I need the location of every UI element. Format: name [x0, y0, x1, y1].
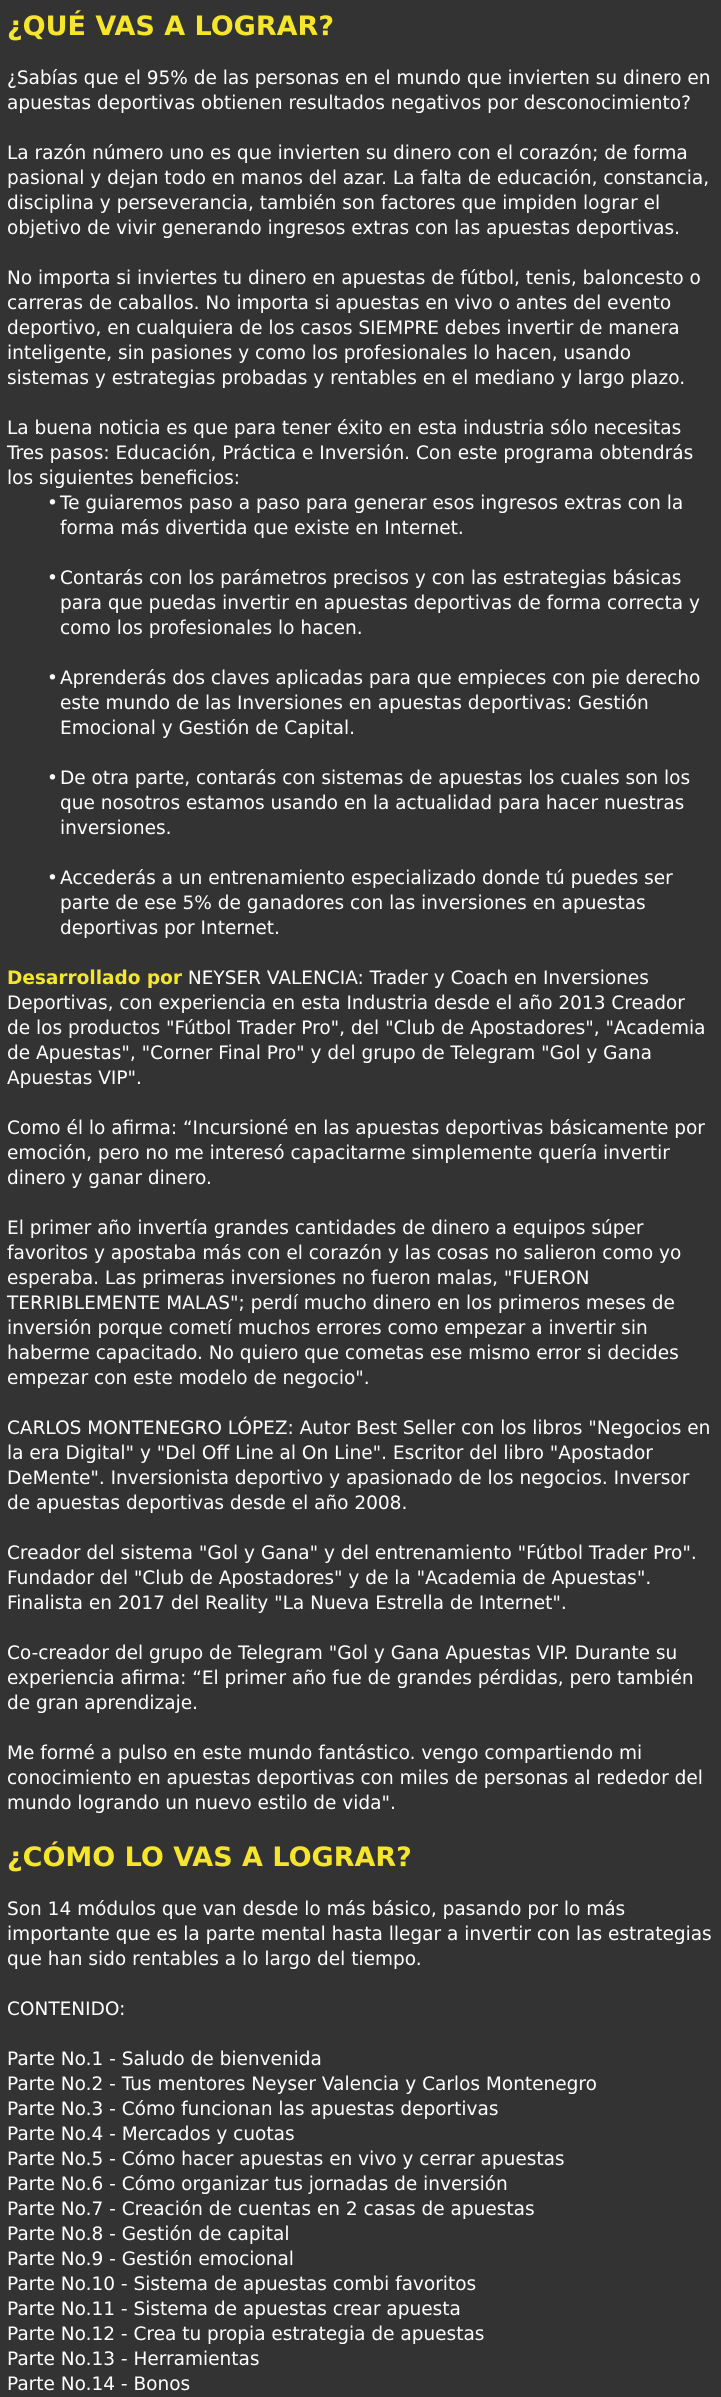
bullet-icon: • — [47, 493, 58, 514]
bullet-icon: • — [47, 568, 58, 589]
developed-by-label: Desarrollado por — [7, 968, 182, 989]
bullet-icon: • — [47, 768, 58, 789]
benefit-item — [47, 866, 713, 941]
benefit-item — [47, 566, 713, 641]
bio-paragraph-4: Creador del sistema "Gol y Gana" y del entrenamiento "Fútbol Trader Pro". Fundador del "Club de Apostadores" y de la "Academia de Apuestas". Finalista en 2017 del Reality "La Nueva Estrella de Internet". — [7, 1543, 697, 1614]
intro-paragraph-1: ¿Sabías que el 95% de las personas en el mundo que invierten su dinero en apuestas deportivas obtienen resultados negativos por desconocimiento? — [7, 68, 711, 114]
benefit-text: Accederás a un entrenamiento especializado donde tú puedes ser parte de ese 5% de ganadores con las inversiones en apuestas deportivas por Internet. — [60, 868, 673, 939]
intro-paragraph-4: La buena noticia es que para tener éxito en esta industria sólo necesitas Tres pasos: Educación, Práctica e Inversión. Con este programa obtendrás los siguientes beneficios: — [7, 418, 694, 489]
section-heading-how: ¿CÓMO LO VAS A LOGRAR? — [7, 1842, 412, 1873]
list-item: Parte No.10 - Sistema de apuestas combi favoritos — [7, 2274, 477, 2295]
bullet-icon: • — [47, 668, 58, 689]
benefit-item — [47, 666, 713, 741]
list-item: Parte No.2 - Tus mentores Neyser Valencia y Carlos Montenegro — [7, 2074, 597, 2095]
bullet-icon: • — [47, 868, 58, 889]
benefits-list — [7, 491, 713, 941]
contents-label: CONTENIDO: — [7, 1999, 126, 2020]
bio-paragraph-5: Co-creador del grupo de Telegram "Gol y Gana Apuestas VIP. Durante su experiencia afirma: “El primer año fue de grandes pérdidas, pero también de gran aprendizaje. — [7, 1643, 694, 1714]
list-item: Parte No.8 - Gestión de capital — [7, 2224, 290, 2245]
list-item: Parte No.12 - Crea tu propia estrategia de apuestas — [7, 2324, 485, 2345]
benefit-item — [47, 766, 713, 841]
developed-by-paragraph — [7, 966, 713, 1091]
developed-by-text: NEYSER VALENCIA: Trader y Coach en Inversiones Deportivas, con experiencia en esta Industria desde el año 2013 Creador de los productos "Fútbol Trader Pro", del "Club de Apostadores", "Academia de Apuestas", "Corner Final Pro" y del grupo de Telegram "Gol y Gana Apuestas VIP". — [7, 968, 706, 1089]
list-item: Parte No.6 - Cómo organizar tus jornadas de inversión — [7, 2174, 508, 2195]
section-heading-what: ¿QUÉ VAS A LOGRAR? — [7, 11, 334, 42]
list-item: Parte No.13 - Herramientas — [7, 2349, 260, 2370]
contents-list — [7, 2047, 713, 2397]
benefit-text: Aprenderás dos claves aplicadas para que empieces con pie derecho este mundo de las Inversiones en apuestas deportivas: Gestión Emocional y Gestión de Capital. — [60, 668, 701, 739]
bio-paragraph-1: Como él lo afirma: “Incursioné en las apuestas deportivas básicamente por emoción, pero no me interesó capacitarme simplemente quería invertir dinero y ganar dinero. — [7, 1118, 705, 1189]
benefit-item — [47, 491, 713, 541]
list-item: Parte No.9 - Gestión emocional — [7, 2249, 294, 2270]
list-item: Parte No.14 - Bonos — [7, 2374, 191, 2395]
benefit-text: Contarás con los parámetros precisos y con las estrategias básicas para que puedas invertir en apuestas deportivas de forma correcta y como los profesionales lo hacen. — [60, 568, 700, 639]
list-item: Parte No.5 - Cómo hacer apuestas en vivo y cerrar apuestas — [7, 2149, 565, 2170]
bio-paragraph-3: CARLOS MONTENEGRO LÓPEZ: Autor Best Seller con los libros "Negocios en la era Digital" y "Del Off Line al On Line". Escritor del libro "Apostador DeMente". Inversionista deportivo y apasionado de los negocios. Inversor de apuestas deportivas desde el año 2008. — [7, 1418, 711, 1514]
list-item: Parte No.3 - Cómo funcionan las apuestas deportivas — [7, 2099, 499, 2120]
bio-paragraph-6: Me formé a pulso en este mundo fantástico. vengo compartiendo mi conocimiento en apuestas deportivas con miles de personas al rededor del mundo logrando un nuevo estilo de vida". — [7, 1743, 703, 1814]
intro-paragraph-3: No importa si inviertes tu dinero en apuestas de fútbol, tenis, baloncesto o carreras de caballos. No importa si apuestas en vivo o antes del evento deportivo, en cualquiera de los casos SIEMPRE debes invertir de manera inteligente, sin pasiones y como los profesionales lo hacen, usando sistemas y estrategias probadas y rentables en el mediano y largo plazo. — [7, 268, 701, 389]
modules-paragraph: Son 14 módulos que van desde lo más básico, pasando por lo más importante que es la parte mental hasta llegar a invertir con las estrategias que han sido rentables a lo largo del tiempo. — [7, 1899, 712, 1970]
benefit-text: Te guiaremos paso a paso para generar esos ingresos extras con la forma más divertida que existe en Internet. — [60, 493, 684, 539]
list-item: Parte No.1 - Saludo de bienvenida — [7, 2049, 322, 2070]
benefit-text: De otra parte, contarás con sistemas de apuestas los cuales son los que nosotros estamos usando en la actualidad para hacer nuestras inversiones. — [60, 768, 691, 839]
list-item: Parte No.7 - Creación de cuentas en 2 casas de apuestas — [7, 2199, 535, 2220]
bio-paragraph-2: El primer año invertía grandes cantidades de dinero a equipos súper favoritos y apostaba más con el corazón y las cosas no salieron como yo esperaba. Las primeras inversiones no fueron malas, "FUERON TERRIBLEMENTE MALAS"; perdí mucho dinero en los primeros meses de inversión porque cometí muchos errores como empezar a invertir sin haberme capacitado. No quiero que cometas ese mismo error si decides empezar con este modelo de negocio". — [7, 1218, 682, 1389]
list-item: Parte No.4 - Mercados y cuotas — [7, 2124, 295, 2145]
intro-paragraph-2: La razón número uno es que invierten su dinero con el corazón; de forma pasional y dejan todo en manos del azar. La falta de educación, constancia, disciplina y perseverancia, también son factores que impiden lograr el objetivo de vivir generando ingresos extras con las apuestas deportivas. — [7, 143, 710, 239]
list-item: Parte No.11 - Sistema de apuestas crear apuesta — [7, 2299, 461, 2320]
